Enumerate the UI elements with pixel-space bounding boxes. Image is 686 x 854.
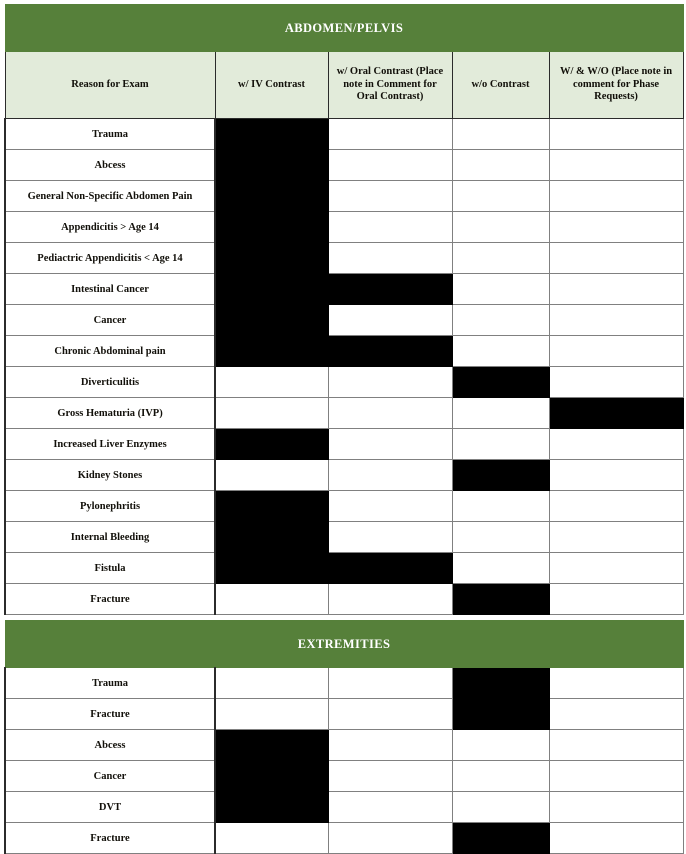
reason-for-exam-label: Cancer xyxy=(5,305,215,336)
marked-cell-wo[interactable] xyxy=(452,584,549,615)
empty-cell-w_and_wo[interactable] xyxy=(549,336,683,367)
empty-cell-oral[interactable] xyxy=(328,584,452,615)
table-row xyxy=(5,367,683,398)
table-row xyxy=(5,181,683,212)
empty-cell-w_and_wo[interactable] xyxy=(549,243,683,274)
table-row xyxy=(5,553,683,584)
reason-for-exam-label: Pylonephritis xyxy=(5,491,215,522)
empty-cell-oral[interactable] xyxy=(328,243,452,274)
column-header-reason: Reason for Exam xyxy=(5,52,215,119)
marked-cell-iv[interactable] xyxy=(215,305,328,336)
reason-for-exam-label: DVT xyxy=(5,792,215,823)
section-title-abdomen-pelvis: ABDOMEN/PELVIS xyxy=(5,5,683,52)
reason-for-exam-label: Cancer xyxy=(5,761,215,792)
table-row xyxy=(5,119,683,150)
table-row xyxy=(5,429,683,460)
table-row xyxy=(5,243,683,274)
marked-cell-iv[interactable] xyxy=(215,212,328,243)
table-row xyxy=(5,761,683,792)
empty-cell-w_and_wo[interactable] xyxy=(549,150,683,181)
empty-cell-w_and_wo[interactable] xyxy=(549,212,683,243)
table-row xyxy=(5,274,683,305)
column-header-iv: w/ IV Contrast xyxy=(215,52,328,119)
empty-cell-w_and_wo[interactable] xyxy=(549,730,683,761)
empty-cell-w_and_wo[interactable] xyxy=(549,792,683,823)
section-title-extremities: EXTREMITIES xyxy=(5,621,683,668)
empty-cell-w_and_wo[interactable] xyxy=(549,553,683,584)
empty-cell-wo[interactable] xyxy=(452,761,549,792)
marked-cell-wo[interactable] xyxy=(452,823,549,854)
empty-cell-oral[interactable] xyxy=(328,367,452,398)
empty-cell-oral[interactable] xyxy=(328,730,452,761)
marked-cell-oral[interactable] xyxy=(328,336,452,367)
table-row xyxy=(5,491,683,522)
marked-cell-iv[interactable] xyxy=(215,119,328,150)
empty-cell-oral[interactable] xyxy=(328,181,452,212)
empty-cell-w_and_wo[interactable] xyxy=(549,699,683,730)
empty-cell-iv[interactable] xyxy=(215,823,328,854)
empty-cell-oral[interactable] xyxy=(328,460,452,491)
empty-cell-wo[interactable] xyxy=(452,150,549,181)
empty-cell-w_and_wo[interactable] xyxy=(549,491,683,522)
empty-cell-wo[interactable] xyxy=(452,553,549,584)
reason-for-exam-label: Chronic Abdominal pain xyxy=(5,336,215,367)
marked-cell-iv[interactable] xyxy=(215,274,328,305)
empty-cell-oral[interactable] xyxy=(328,823,452,854)
reason-for-exam-label: Trauma xyxy=(5,668,215,699)
empty-cell-iv[interactable] xyxy=(215,398,328,429)
reason-for-exam-label: Abcess xyxy=(5,150,215,181)
empty-cell-oral[interactable] xyxy=(328,522,452,553)
empty-cell-w_and_wo[interactable] xyxy=(549,668,683,699)
empty-cell-iv[interactable] xyxy=(215,460,328,491)
marked-cell-iv[interactable] xyxy=(215,761,328,792)
empty-cell-oral[interactable] xyxy=(328,429,452,460)
empty-cell-wo[interactable] xyxy=(452,274,549,305)
reason-for-exam-label: Diverticulitis xyxy=(5,367,215,398)
reason-for-exam-label: Fracture xyxy=(5,699,215,730)
reason-for-exam-label: Kidney Stones xyxy=(5,460,215,491)
empty-cell-wo[interactable] xyxy=(452,243,549,274)
reason-for-exam-label: General Non-Specific Abdomen Pain xyxy=(5,181,215,212)
marked-cell-wo[interactable] xyxy=(452,460,549,491)
empty-cell-iv[interactable] xyxy=(215,584,328,615)
empty-cell-w_and_wo[interactable] xyxy=(549,823,683,854)
reason-for-exam-label: Fistula xyxy=(5,553,215,584)
empty-cell-wo[interactable] xyxy=(452,522,549,553)
reason-for-exam-label: Increased Liver Enzymes xyxy=(5,429,215,460)
marked-cell-oral[interactable] xyxy=(328,274,452,305)
empty-cell-oral[interactable] xyxy=(328,398,452,429)
empty-cell-w_and_wo[interactable] xyxy=(549,305,683,336)
reason-for-exam-label: Intestinal Cancer xyxy=(5,274,215,305)
table-row xyxy=(5,699,683,730)
empty-cell-oral[interactable] xyxy=(328,761,452,792)
table-row xyxy=(5,522,683,553)
table-row xyxy=(5,150,683,181)
table-row xyxy=(5,823,683,854)
empty-cell-w_and_wo[interactable] xyxy=(549,367,683,398)
empty-cell-w_and_wo[interactable] xyxy=(549,181,683,212)
empty-cell-oral[interactable] xyxy=(328,305,452,336)
empty-cell-w_and_wo[interactable] xyxy=(549,274,683,305)
empty-cell-wo[interactable] xyxy=(452,305,549,336)
empty-cell-iv[interactable] xyxy=(215,367,328,398)
table-row xyxy=(5,668,683,699)
empty-cell-iv[interactable] xyxy=(215,668,328,699)
reason-for-exam-label: Gross Hematuria (IVP) xyxy=(5,398,215,429)
empty-cell-oral[interactable] xyxy=(328,150,452,181)
table-row xyxy=(5,460,683,491)
empty-cell-wo[interactable] xyxy=(452,212,549,243)
empty-cell-oral[interactable] xyxy=(328,212,452,243)
empty-cell-oral[interactable] xyxy=(328,491,452,522)
reason-for-exam-label: Appendicitis > Age 14 xyxy=(5,212,215,243)
table-row xyxy=(5,305,683,336)
empty-cell-wo[interactable] xyxy=(452,336,549,367)
table-row xyxy=(5,336,683,367)
marked-cell-iv[interactable] xyxy=(215,491,328,522)
marked-cell-iv[interactable] xyxy=(215,522,328,553)
empty-cell-wo[interactable] xyxy=(452,792,549,823)
column-header-w_and_wo: W/ & W/O (Place note in comment for Phase Requests) xyxy=(549,52,683,119)
reason-for-exam-label: Pediactric Appendicitis < Age 14 xyxy=(5,243,215,274)
table-row xyxy=(5,730,683,761)
marked-cell-iv[interactable] xyxy=(215,553,328,584)
marked-cell-w_and_wo[interactable] xyxy=(549,398,683,429)
empty-cell-oral[interactable] xyxy=(328,119,452,150)
marked-cell-iv[interactable] xyxy=(215,429,328,460)
empty-cell-w_and_wo[interactable] xyxy=(549,429,683,460)
table-row xyxy=(5,398,683,429)
table-row xyxy=(5,584,683,615)
reason-for-exam-label: Abcess xyxy=(5,730,215,761)
marked-cell-iv[interactable] xyxy=(215,792,328,823)
marked-cell-iv[interactable] xyxy=(215,243,328,274)
marked-cell-wo[interactable] xyxy=(452,668,549,699)
table-row xyxy=(5,792,683,823)
marked-cell-wo[interactable] xyxy=(452,699,549,730)
reason-for-exam-label: Fracture xyxy=(5,823,215,854)
empty-cell-wo[interactable] xyxy=(452,491,549,522)
reason-for-exam-label: Internal Bleeding xyxy=(5,522,215,553)
marked-cell-iv[interactable] xyxy=(215,150,328,181)
empty-cell-w_and_wo[interactable] xyxy=(549,761,683,792)
marked-cell-wo[interactable] xyxy=(452,367,549,398)
column-header-oral: w/ Oral Contrast (Place note in Comment for Oral Contrast) xyxy=(328,52,452,119)
empty-cell-oral[interactable] xyxy=(328,668,452,699)
empty-cell-oral[interactable] xyxy=(328,699,452,730)
marked-cell-iv[interactable] xyxy=(215,730,328,761)
empty-cell-w_and_wo[interactable] xyxy=(549,460,683,491)
column-header-row xyxy=(5,52,683,119)
empty-cell-wo[interactable] xyxy=(452,730,549,761)
empty-cell-w_and_wo[interactable] xyxy=(549,119,683,150)
section-header-row-abdomen-pelvis xyxy=(5,5,683,52)
marked-cell-oral[interactable] xyxy=(328,553,452,584)
table-body xyxy=(5,5,683,854)
empty-cell-iv[interactable] xyxy=(215,699,328,730)
empty-cell-wo[interactable] xyxy=(452,398,549,429)
column-header-wo: w/o Contrast xyxy=(452,52,549,119)
empty-cell-w_and_wo[interactable] xyxy=(549,522,683,553)
empty-cell-wo[interactable] xyxy=(452,119,549,150)
marked-cell-iv[interactable] xyxy=(215,336,328,367)
marked-cell-iv[interactable] xyxy=(215,181,328,212)
empty-cell-wo[interactable] xyxy=(452,429,549,460)
ct-protocol-table xyxy=(4,4,684,854)
reason-for-exam-label: Trauma xyxy=(5,119,215,150)
section-header-row-extremities xyxy=(5,621,683,668)
reason-for-exam-label: Fracture xyxy=(5,584,215,615)
table-row xyxy=(5,212,683,243)
empty-cell-w_and_wo[interactable] xyxy=(549,584,683,615)
empty-cell-wo[interactable] xyxy=(452,181,549,212)
empty-cell-oral[interactable] xyxy=(328,792,452,823)
